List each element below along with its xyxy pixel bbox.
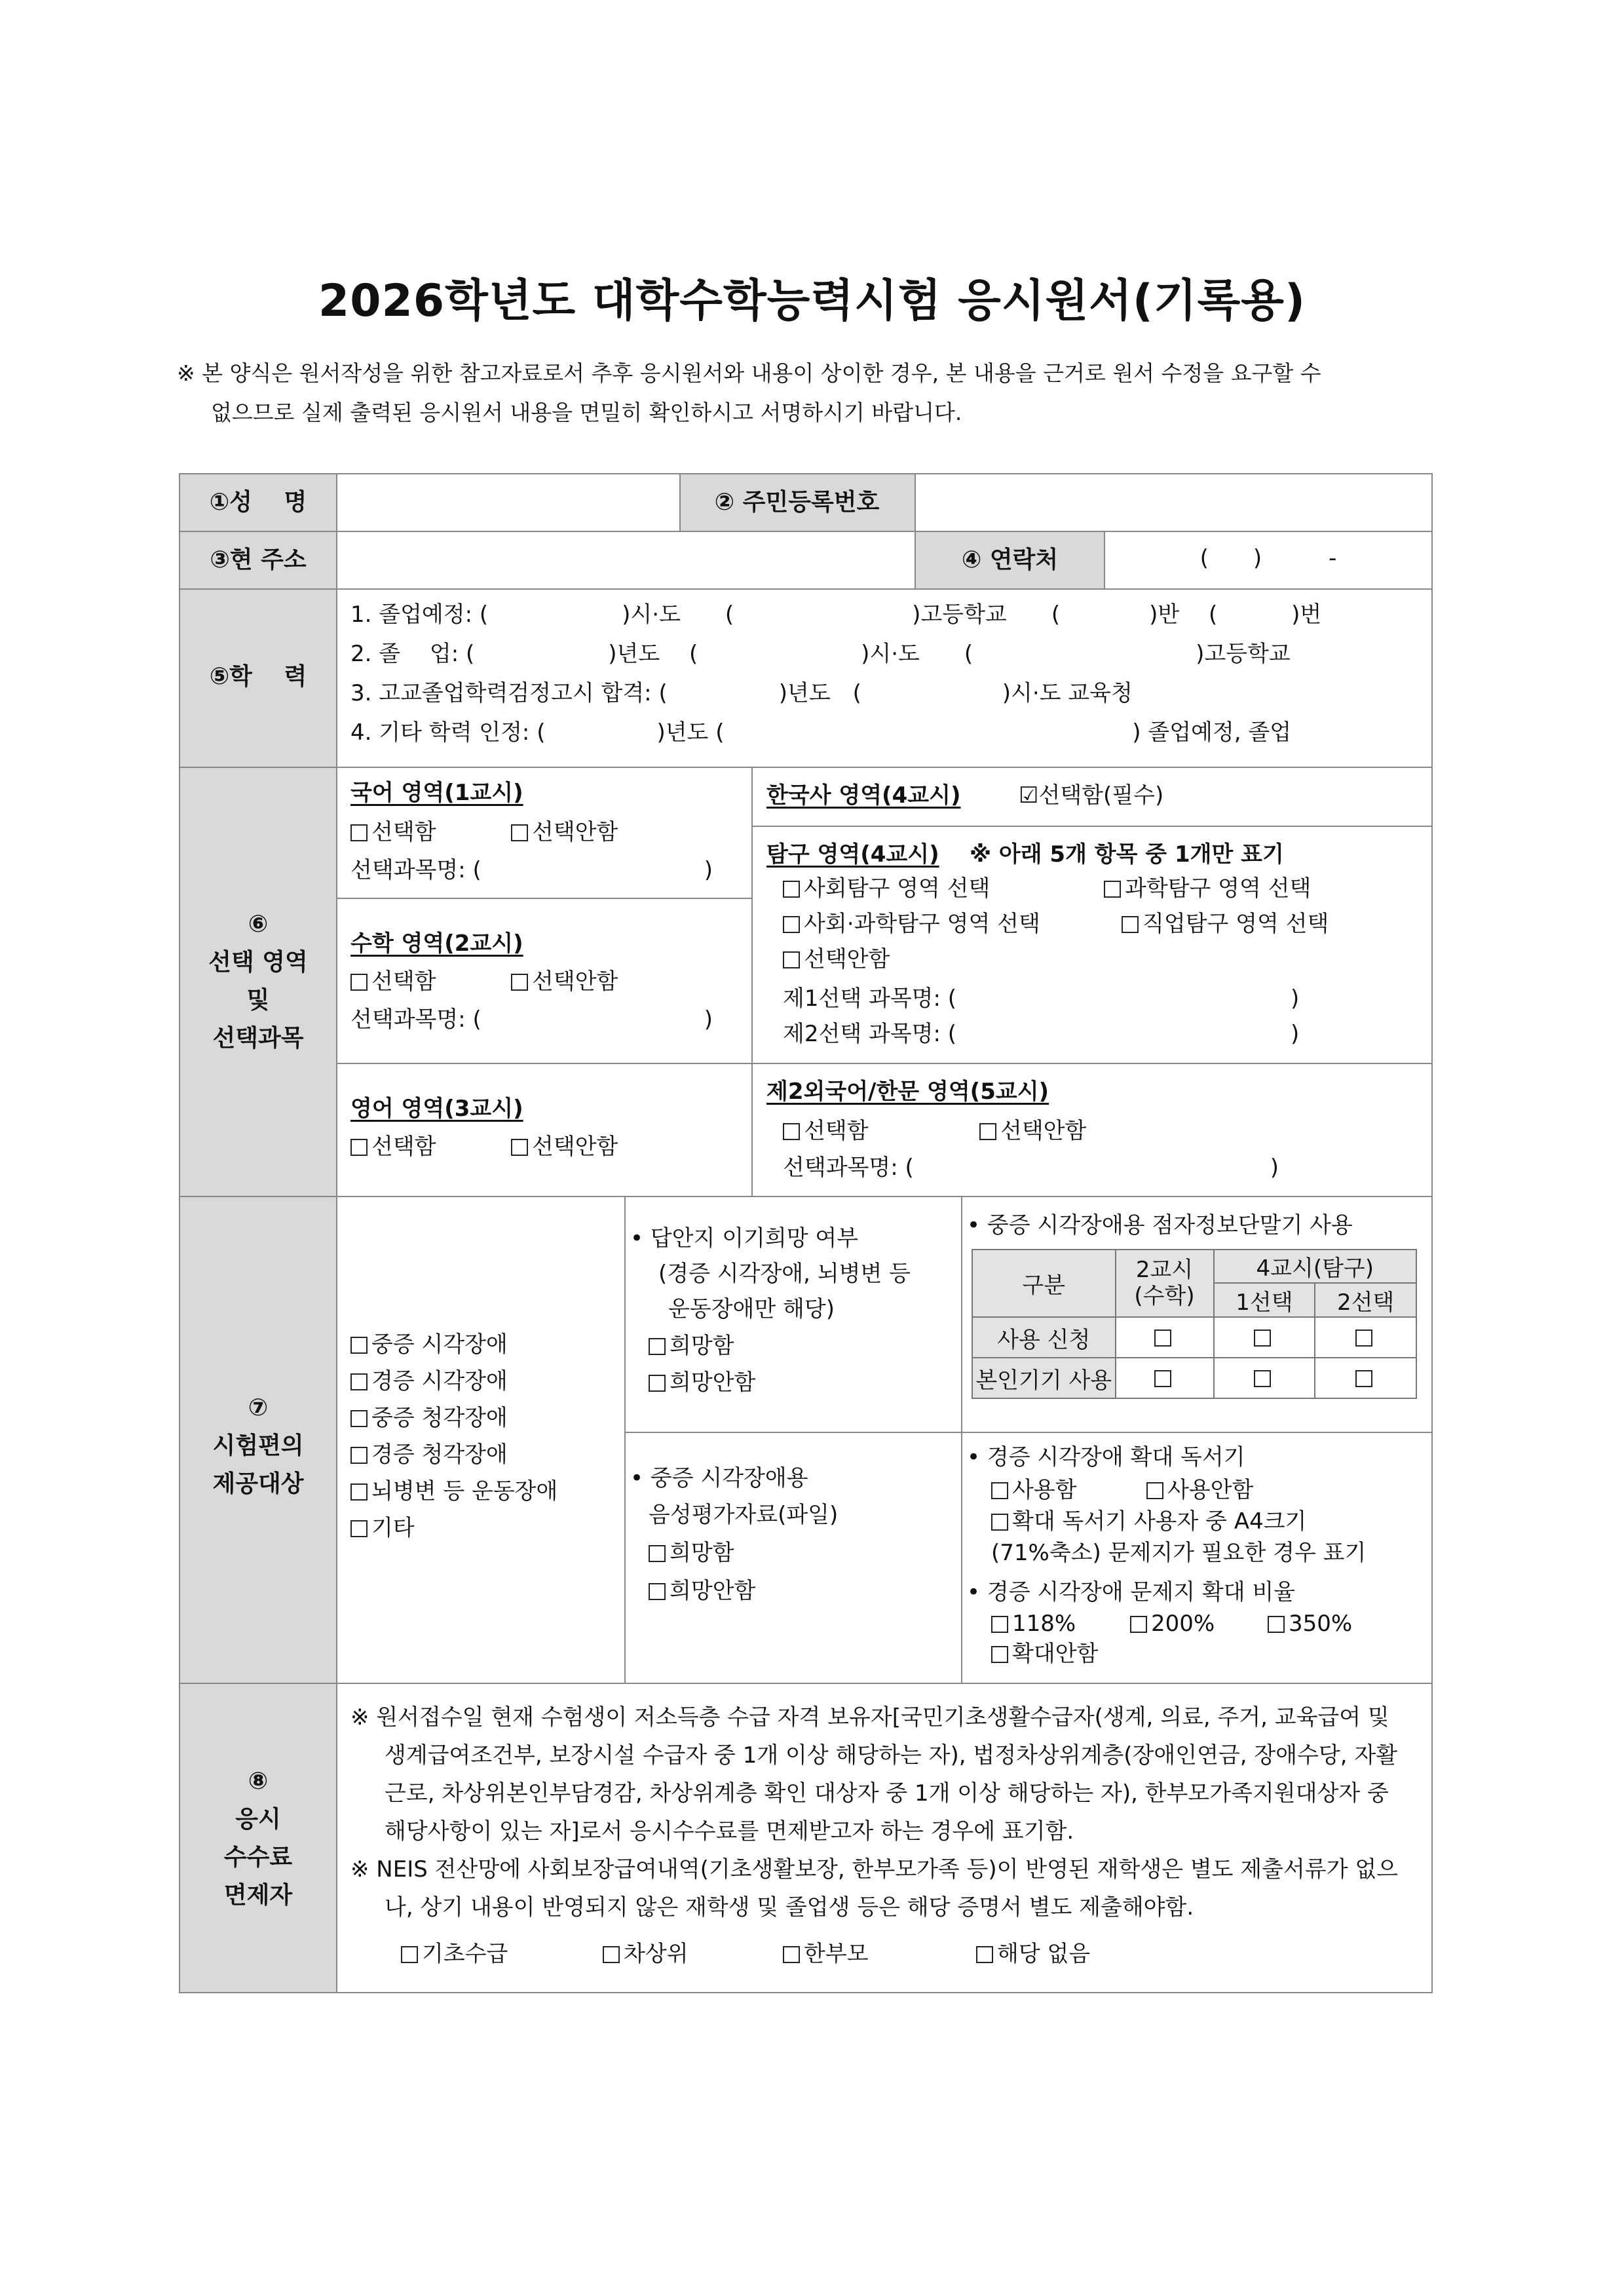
type-4-label: 경증 청각장애 — [371, 1442, 508, 1468]
braille-own-p2-cell — [1116, 1358, 1214, 1398]
math-title: 수학 영역(2교시) — [350, 930, 523, 957]
education-label: ⑤학 력 — [209, 663, 307, 690]
braille-own-p2-checkbox[interactable] — [1154, 1370, 1171, 1387]
education-line-4[interactable]: 4. 기타 학력 인정: ( )년도 ( ) 졸업예정, 졸업 — [350, 719, 1292, 746]
accommodation-label-l1: 시험편의 — [212, 1432, 304, 1459]
braille-col-sel2: 2선택 — [1315, 1283, 1416, 1317]
enlarge-title: • 경증 시각장애 문제지 확대 비율 — [967, 1579, 1296, 1605]
fee-opt2-label: 차상위 — [624, 1941, 689, 1967]
answer-sheet-nowant-checkbox[interactable] — [649, 1375, 666, 1392]
fee-label-l3: 면제자 — [223, 1882, 293, 1909]
audio-opt2 — [649, 1578, 755, 1605]
braille-apply-s2-checkbox[interactable] — [1355, 1330, 1372, 1347]
magnifier-use-checkbox[interactable] — [991, 1482, 1008, 1499]
fee-opt3 — [783, 1941, 869, 1968]
audio-opt2-label: 희망안함 — [670, 1578, 756, 1604]
foreign-options — [783, 1118, 869, 1145]
education-line-1[interactable]: 1. 졸업예정: ( )시·도 ( )고등학교 ( )반 ( )번 — [350, 602, 1322, 628]
fee-opt1-label: 기초수급 — [422, 1941, 508, 1967]
korean-options — [350, 819, 436, 846]
answer-sheet-cond2: 운동장애만 해당) — [668, 1296, 835, 1322]
braille-apply-s1-cell — [1214, 1317, 1315, 1358]
magnifier-a4-checkbox[interactable] — [991, 1514, 1008, 1531]
english-opt1-label: 선택함 — [371, 1134, 436, 1160]
korean-select-checkbox[interactable] — [350, 824, 368, 841]
braille-apply-p2-checkbox[interactable] — [1154, 1330, 1171, 1347]
type-4-checkbox[interactable] — [350, 1447, 368, 1464]
korean-opt2-label: 선택안함 — [532, 819, 618, 845]
inquiry-vocational-checkbox[interactable] — [1122, 916, 1139, 933]
korean-noselect-checkbox[interactable] — [511, 824, 528, 841]
type-2-checkbox[interactable] — [350, 1373, 368, 1390]
accommodation-type-4 — [350, 1442, 508, 1468]
audio-title1: • 중증 시각장애용 — [630, 1465, 808, 1491]
contact-field[interactable]: ( ) - — [1199, 545, 1337, 571]
inquiry-opt5 — [783, 946, 890, 973]
inquiry-opt5-label: 선택안함 — [804, 946, 890, 972]
magnifier-nouse-checkbox[interactable] — [1146, 1482, 1163, 1499]
fee-none-checkbox[interactable] — [976, 1946, 993, 1963]
history-checked-icon[interactable]: ☑ — [1019, 782, 1039, 809]
audio-nowant-checkbox[interactable] — [649, 1583, 666, 1600]
magnifier-opt1-label: 사용함 — [1012, 1477, 1077, 1503]
fee-opt2 — [603, 1941, 689, 1968]
inquiry-opt4 — [1122, 911, 1329, 938]
magnifier-opt3-l2: (71%축소) 문제지가 필요한 경우 표기 — [991, 1540, 1367, 1566]
braille-col-period2 — [1116, 1250, 1214, 1317]
history-title: 한국사 영역(4교시) — [766, 782, 961, 809]
selection-label-l2: 및 — [246, 987, 270, 1014]
braille-col-period2-l2: (수학) — [1134, 1282, 1195, 1309]
accommodation-type-1 — [350, 1331, 508, 1358]
answer-sheet-want-checkbox[interactable] — [649, 1338, 666, 1355]
type-1-label: 중증 시각장애 — [371, 1331, 508, 1358]
notice-text — [177, 354, 1467, 432]
fee-notes — [350, 1698, 1412, 1926]
foreign-select-checkbox[interactable] — [783, 1123, 800, 1140]
audio-title2: 음성평가자료(파일) — [649, 1502, 839, 1528]
name-label: ①성 명 — [209, 489, 307, 516]
answer-sheet-title: • 답안지 이기희망 여부 — [630, 1225, 859, 1252]
braille-apply-s1-checkbox[interactable] — [1254, 1330, 1271, 1347]
selection-label — [180, 906, 336, 1058]
math-opt1-label: 선택함 — [371, 968, 436, 995]
answer-sheet-opt1-label: 희망함 — [670, 1333, 734, 1359]
enlarge-opt4-label: 확대안함 — [1012, 1641, 1099, 1667]
magnifier-title: • 경증 시각장애 확대 독서기 — [967, 1444, 1245, 1470]
math-noselect-checkbox[interactable] — [511, 974, 528, 991]
notice-line-1: ※ 본 양식은 원서작성을 위한 참고자료로서 추후 응시원서와 내용이 상이한 경우, 본 내용을 근거로 원서 수정을 요구할 수 — [177, 360, 1321, 386]
inquiry-science-checkbox[interactable] — [1104, 881, 1121, 898]
foreign-options-2 — [979, 1118, 1086, 1145]
english-options-2 — [511, 1134, 618, 1160]
magnifier-opt1 — [991, 1477, 1077, 1504]
selection-label-num: ⑥ — [248, 911, 269, 938]
answer-sheet-opt1 — [649, 1333, 734, 1360]
enlarge-opt1-label: 118% — [1012, 1611, 1076, 1637]
braille-title: • 중증 시각장애용 점자정보단말기 사용 — [967, 1212, 1353, 1238]
braille-row-own: 본인기기 사용 — [972, 1358, 1116, 1398]
enlarge-opt2-label: 200% — [1151, 1611, 1215, 1637]
braille-col-category: 구분 — [972, 1250, 1116, 1317]
braille-col-sel1: 1선택 — [1214, 1283, 1315, 1317]
accommodation-type-5 — [350, 1478, 557, 1505]
english-title: 영어 영역(3교시) — [350, 1096, 523, 1122]
accommodation-label — [180, 1389, 336, 1503]
rrn-field[interactable] — [916, 474, 1430, 531]
address-label: ③현 주소 — [210, 546, 307, 573]
english-select-checkbox[interactable] — [350, 1139, 368, 1156]
foreign-noselect-checkbox[interactable] — [979, 1123, 996, 1140]
address-field[interactable] — [337, 532, 915, 588]
enlarge-350-checkbox[interactable] — [1268, 1616, 1285, 1633]
inquiry-opt1 — [783, 875, 990, 902]
foreign-opt2-label: 선택안함 — [1000, 1118, 1087, 1144]
fee-basic-checkbox[interactable] — [401, 1946, 418, 1963]
inquiry-subject-2[interactable]: 제2선택 과목명: ( ) — [783, 1021, 1300, 1047]
enlarge-opt3 — [1268, 1611, 1352, 1637]
inquiry-social-science-checkbox[interactable] — [783, 916, 800, 933]
accommodation-type-3 — [350, 1405, 508, 1432]
fee-label-l2: 수수료 — [223, 1844, 293, 1871]
fee-opt1 — [401, 1941, 508, 1968]
korean-title: 국어 영역(1교시) — [350, 780, 523, 806]
braille-apply-p2-cell — [1116, 1317, 1214, 1358]
foreign-title: 제2외국어/한문 영역(5교시) — [766, 1079, 1049, 1105]
math-options-2 — [511, 968, 618, 995]
inquiry-opt1-label: 사회탐구 영역 선택 — [804, 875, 991, 902]
fee-note-1: ※ 원서접수일 현재 수험생이 저소득층 수급 자격 보유자[국민기초생활수급자(생계, 의료, 주거, 교육급여 및 생계급여조건부, 보장시설 수급자 중 1개 이상 해당하는 자), 법정차상위계층(장애인연금, 장애수당, 자활근로, 차상위본인부담경감, 차상위계층 확인 대상자 중 1개 이상 해당하는 자), 한부모가족지원대상자 중 해당사항이 있는 자]로서 응시수수료를 면제받고자 하는 경우에 표기함. — [350, 1704, 1398, 1845]
fee-opt4-label: 해당 없음 — [997, 1941, 1091, 1967]
type-2-label: 경증 시각장애 — [371, 1368, 508, 1394]
korean-opt1-label: 선택함 — [371, 819, 436, 845]
contact-label: ④ 연락처 — [961, 546, 1059, 573]
fee-singleparent-checkbox[interactable] — [783, 1946, 800, 1963]
inquiry-opt2-label: 과학탐구 영역 선택 — [1125, 875, 1312, 902]
braille-col-period4: 4교시(탐구) — [1214, 1250, 1416, 1283]
page-title: 2026학년도 대학수학능력시험 응시원서(기록용) — [318, 275, 1306, 327]
fee-opt3-label: 한부모 — [804, 1941, 869, 1967]
english-opt2-label: 선택안함 — [532, 1134, 618, 1160]
fee-label-num: ⑧ — [248, 1768, 269, 1795]
math-opt2-label: 선택안함 — [532, 968, 618, 995]
audio-want-checkbox[interactable] — [649, 1545, 666, 1562]
enlarge-opt2 — [1130, 1611, 1215, 1637]
notice-line-2: 없으므로 실제 출력된 응시원서 내용을 면밀히 확인하시고 서명하시기 바랍니다. — [211, 400, 962, 425]
enlarge-none-checkbox[interactable] — [991, 1646, 1008, 1663]
braille-row-apply: 사용 신청 — [972, 1317, 1116, 1358]
braille-apply-s2-cell — [1315, 1317, 1416, 1358]
math-select-checkbox[interactable] — [350, 974, 368, 991]
magnifier-opt2 — [1146, 1477, 1253, 1504]
answer-sheet-opt2 — [649, 1369, 755, 1396]
inquiry-none-checkbox[interactable] — [783, 951, 800, 968]
accommodation-type-2 — [350, 1368, 508, 1395]
enlarge-opt3-label: 350% — [1289, 1611, 1353, 1637]
type-6-checkbox[interactable] — [350, 1520, 368, 1537]
magnifier-opt3 — [991, 1508, 1306, 1535]
inquiry-note: ※ 아래 5개 항목 중 1개만 표기 — [970, 841, 1284, 868]
type-6-label: 기타 — [371, 1515, 415, 1541]
history-option — [1019, 782, 1163, 809]
foreign-opt1-label: 선택함 — [804, 1118, 869, 1144]
korean-subject[interactable]: 선택과목명: ( ) — [350, 857, 713, 883]
braille-own-s1-cell — [1214, 1358, 1315, 1398]
accommodation-type-6 — [350, 1515, 415, 1542]
inquiry-opt3 — [783, 911, 1040, 938]
braille-own-s2-cell — [1315, 1358, 1416, 1398]
magnifier-opt3-l1: 확대 독서기 사용자 중 A4크기 — [1012, 1508, 1307, 1535]
inquiry-title: 탐구 영역(4교시) — [766, 841, 939, 868]
braille-own-s2-checkbox[interactable] — [1355, 1370, 1372, 1387]
math-subject[interactable]: 선택과목명: ( ) — [350, 1006, 713, 1033]
english-options — [350, 1134, 436, 1160]
inquiry-opt4-label: 직업탐구 영역 선택 — [1142, 911, 1329, 937]
type-5-label: 뇌병변 등 운동장애 — [371, 1478, 558, 1504]
fee-opt4 — [976, 1941, 1090, 1968]
education-line-2[interactable]: 2. 졸 업: ( )년도 ( )시·도 ( )고등학교 — [350, 641, 1291, 667]
type-3-checkbox[interactable] — [350, 1410, 368, 1427]
foreign-subject[interactable]: 선택과목명: ( ) — [783, 1155, 1279, 1181]
inquiry-opt2 — [1104, 875, 1311, 902]
type-3-label: 중증 청각장애 — [371, 1405, 508, 1431]
enlarge-opt1 — [991, 1611, 1076, 1637]
magnifier-opt2-label: 사용안함 — [1167, 1477, 1254, 1503]
answer-sheet-cond1: (경증 시각장애, 뇌병변 등 — [658, 1261, 911, 1287]
accommodation-label-l2: 제공대상 — [212, 1470, 304, 1497]
type-5-checkbox[interactable] — [350, 1483, 368, 1501]
inquiry-opt3-label: 사회·과학탐구 영역 선택 — [804, 911, 1040, 937]
answer-sheet-opt2-label: 희망안함 — [670, 1369, 756, 1396]
braille-own-s1-checkbox[interactable] — [1254, 1370, 1271, 1387]
english-noselect-checkbox[interactable] — [511, 1139, 528, 1156]
selection-label-l3: 선택과목 — [212, 1025, 304, 1052]
name-field[interactable] — [337, 474, 678, 531]
history-opt-label: 선택함(필수) — [1038, 782, 1164, 809]
braille-col-period2-l1: 2교시 — [1135, 1257, 1194, 1284]
fee-nearpoor-checkbox[interactable] — [603, 1946, 620, 1963]
selection-label-l1: 선택 영역 — [208, 949, 308, 976]
accommodation-label-num: ⑦ — [248, 1394, 269, 1421]
inquiry-social-checkbox[interactable] — [783, 881, 800, 898]
braille-table — [972, 1249, 1417, 1399]
rrn-label: ② 주민등록번호 — [714, 489, 880, 516]
enlarge-200-checkbox[interactable] — [1130, 1616, 1147, 1633]
audio-opt1 — [649, 1540, 734, 1567]
inquiry-subject-1[interactable]: 제1선택 과목명: ( ) — [783, 985, 1300, 1012]
enlarge-opt4 — [991, 1641, 1098, 1668]
audio-opt1-label: 희망함 — [670, 1540, 734, 1566]
korean-options-2 — [511, 819, 618, 846]
enlarge-118-checkbox[interactable] — [991, 1616, 1008, 1633]
education-line-3[interactable]: 3. 고교졸업학력검정고시 합격: ( )년도 ( )시·도 교육청 — [350, 680, 1133, 706]
type-1-checkbox[interactable] — [350, 1337, 368, 1354]
math-options — [350, 968, 436, 995]
fee-label — [180, 1763, 336, 1915]
fee-note-2: ※ NEIS 전산망에 사회보장급여내역(기초생활보장, 한부모가족 등)이 반영된 재학생은 별도 제출서류가 없으나, 상기 내용이 반영되지 않은 재학생 및 졸업생 등은 해당 증명서 별도 제출해야함. — [350, 1856, 1399, 1921]
fee-label-l1: 응시 — [235, 1806, 281, 1833]
